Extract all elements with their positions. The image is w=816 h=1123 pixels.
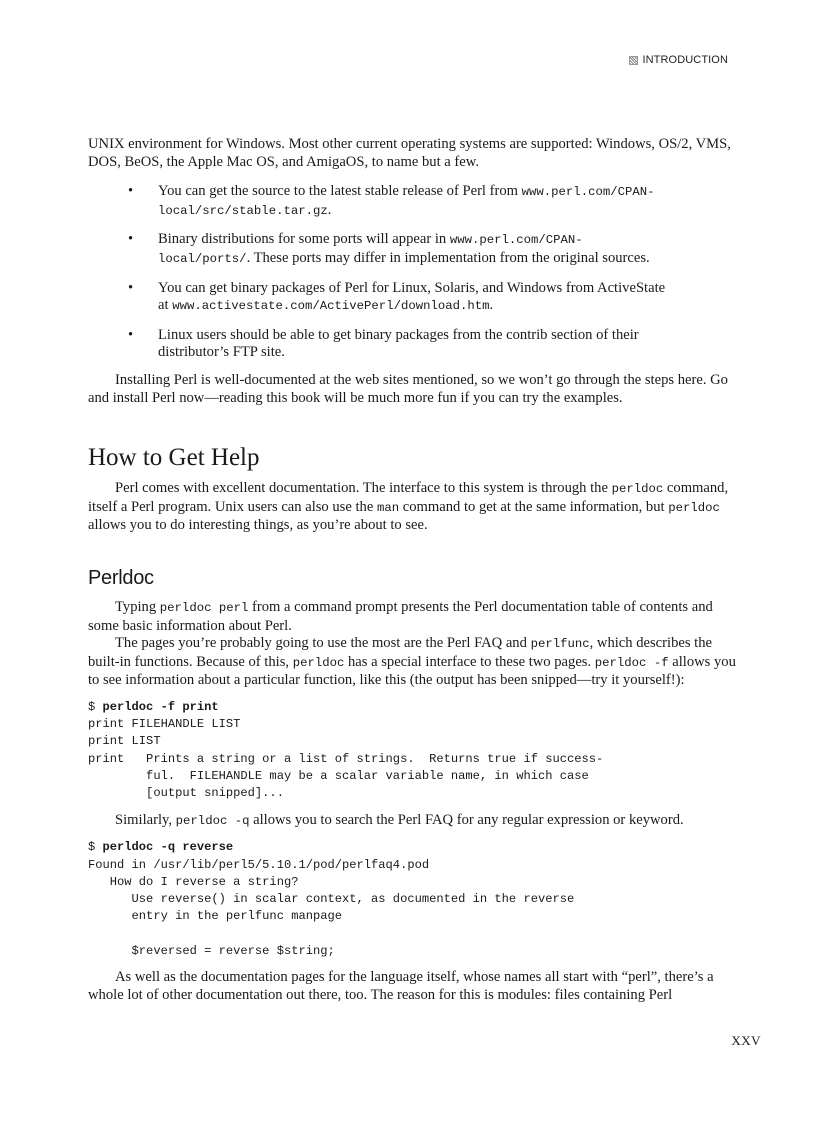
code-command: perldoc -q reverse: [102, 840, 234, 855]
text-run: command, itself a Perl program. Unix users can also use the: [88, 480, 729, 515]
inline-code: perldoc: [668, 500, 720, 515]
list-item-text: .: [327, 201, 332, 218]
list-item-text: You can get the source to the latest stable release of Perl from: [158, 183, 522, 200]
running-head-text: INTRODUCTION: [642, 54, 728, 66]
perldoc-paragraph-3: [88, 812, 736, 831]
code-prompt: $: [88, 699, 103, 714]
download-sources-list: [88, 183, 736, 362]
list-item-text: Linux users should be able to get binary packages from the contrib section of their distributor’s FTP site.: [158, 326, 639, 361]
bullet-icon: •: [128, 326, 134, 343]
inline-code: perldoc: [611, 482, 664, 497]
list-item-text: Binary distributions for some ports will appear in: [158, 231, 450, 248]
inline-code: perldoc perl: [159, 600, 249, 615]
text-run: command to get at the same information, but: [399, 498, 669, 515]
bullet-icon: •: [128, 183, 134, 200]
code-prompt: $: [88, 840, 103, 855]
intro-paragraph-1: UNIX environment for Windows. Most other current operating systems are supported: Windows, OS/2, VMS, DOS, BeOS, the Apple Mac OS, and AmigaOS, to name but a few.: [88, 136, 731, 170]
code-output: print FILEHANDLE LIST print LIST print Prints a string or a list of strings. Returns true if success- ful. FILEHANDLE may be a scalar variable name, in which case [output snipped]...: [88, 717, 604, 801]
perldoc-paragraph-4: As well as the documentation pages for the language itself, whose names all start with “perl”, there’s a whole lot of other documentation out there, too. The reason for this is modules: files containing Perl: [88, 969, 714, 1003]
page-number: XXV: [731, 1033, 761, 1048]
text-run: Similarly,: [115, 811, 176, 828]
inline-code: perlfunc: [530, 637, 590, 652]
perldoc-paragraph-2: [88, 635, 736, 690]
text-run: , which describes the built-in functions. Because of this,: [88, 635, 712, 670]
code-block-perldoc-q: [88, 839, 736, 960]
inline-code: perldoc: [292, 655, 345, 670]
text-run: allows you to search the Perl FAQ for any regular expression or keyword.: [249, 811, 684, 828]
text-run: allows you to do interesting things, as you’re about to see.: [88, 517, 428, 534]
list-item: [88, 231, 736, 268]
text-run: Typing: [115, 598, 160, 615]
text-run: Perl comes with excellent documentation. The interface to this system is through the: [115, 480, 612, 497]
list-item-text: You can get binary packages of Perl for Linux, Solaris, and Windows from ActiveState at: [158, 279, 666, 314]
running-head-marker-icon: [629, 56, 638, 65]
page-content: [88, 136, 736, 1005]
text-run: allows you to see information about a particular function, like this (the output has been snipped—try it yourself!):: [88, 653, 736, 689]
list-item-url: www.perl.com/CPAN-local/ports/: [158, 233, 583, 266]
subsection-heading-perldoc: Perldoc: [88, 566, 154, 589]
code-output: Found in /usr/lib/perl5/5.10.1/pod/perlfaq4.pod How do I reverse a string? Use reverse() in scalar context, as documented in the reverse entry in the perlfunc manpage $reversed = reverse $string;: [88, 857, 575, 959]
intro-paragraph-2: Installing Perl is well-documented at the web sites mentioned, so we won’t go through the steps here. Go and install Perl now—reading this book will be much more fun if you can try the examples.: [88, 371, 728, 406]
list-item: [88, 327, 736, 362]
list-item-url: www.perl.com/CPAN-local/src/stable.tar.gz: [158, 185, 655, 218]
list-item: [88, 183, 736, 220]
text-run: The pages you’re probably going to use the most are the Perl FAQ and: [115, 635, 531, 652]
text-run: from a command prompt presents the Perl documentation table of contents and some basic information about Perl.: [88, 598, 713, 634]
running-head: [629, 54, 728, 66]
list-item-text: . These ports may differ in implementation from the original sources.: [246, 249, 650, 266]
inline-code: perldoc -q: [175, 813, 250, 828]
bullet-icon: •: [128, 279, 134, 296]
list-item-url: www.activestate.com/ActivePerl/download.htm: [172, 299, 490, 314]
list-item: [88, 280, 736, 316]
bullet-icon: •: [128, 231, 134, 248]
inline-code: man: [376, 500, 400, 515]
list-item-text: .: [489, 297, 494, 314]
inline-code: perldoc -f: [594, 655, 669, 670]
text-run: has a special interface to these two pages.: [344, 653, 595, 670]
perldoc-paragraph-1: [88, 599, 736, 635]
section-heading-help: How to Get Help: [88, 444, 260, 472]
code-command: perldoc -f print: [102, 699, 219, 714]
code-block-perldoc-f: [88, 699, 736, 803]
help-paragraph: [88, 480, 736, 535]
